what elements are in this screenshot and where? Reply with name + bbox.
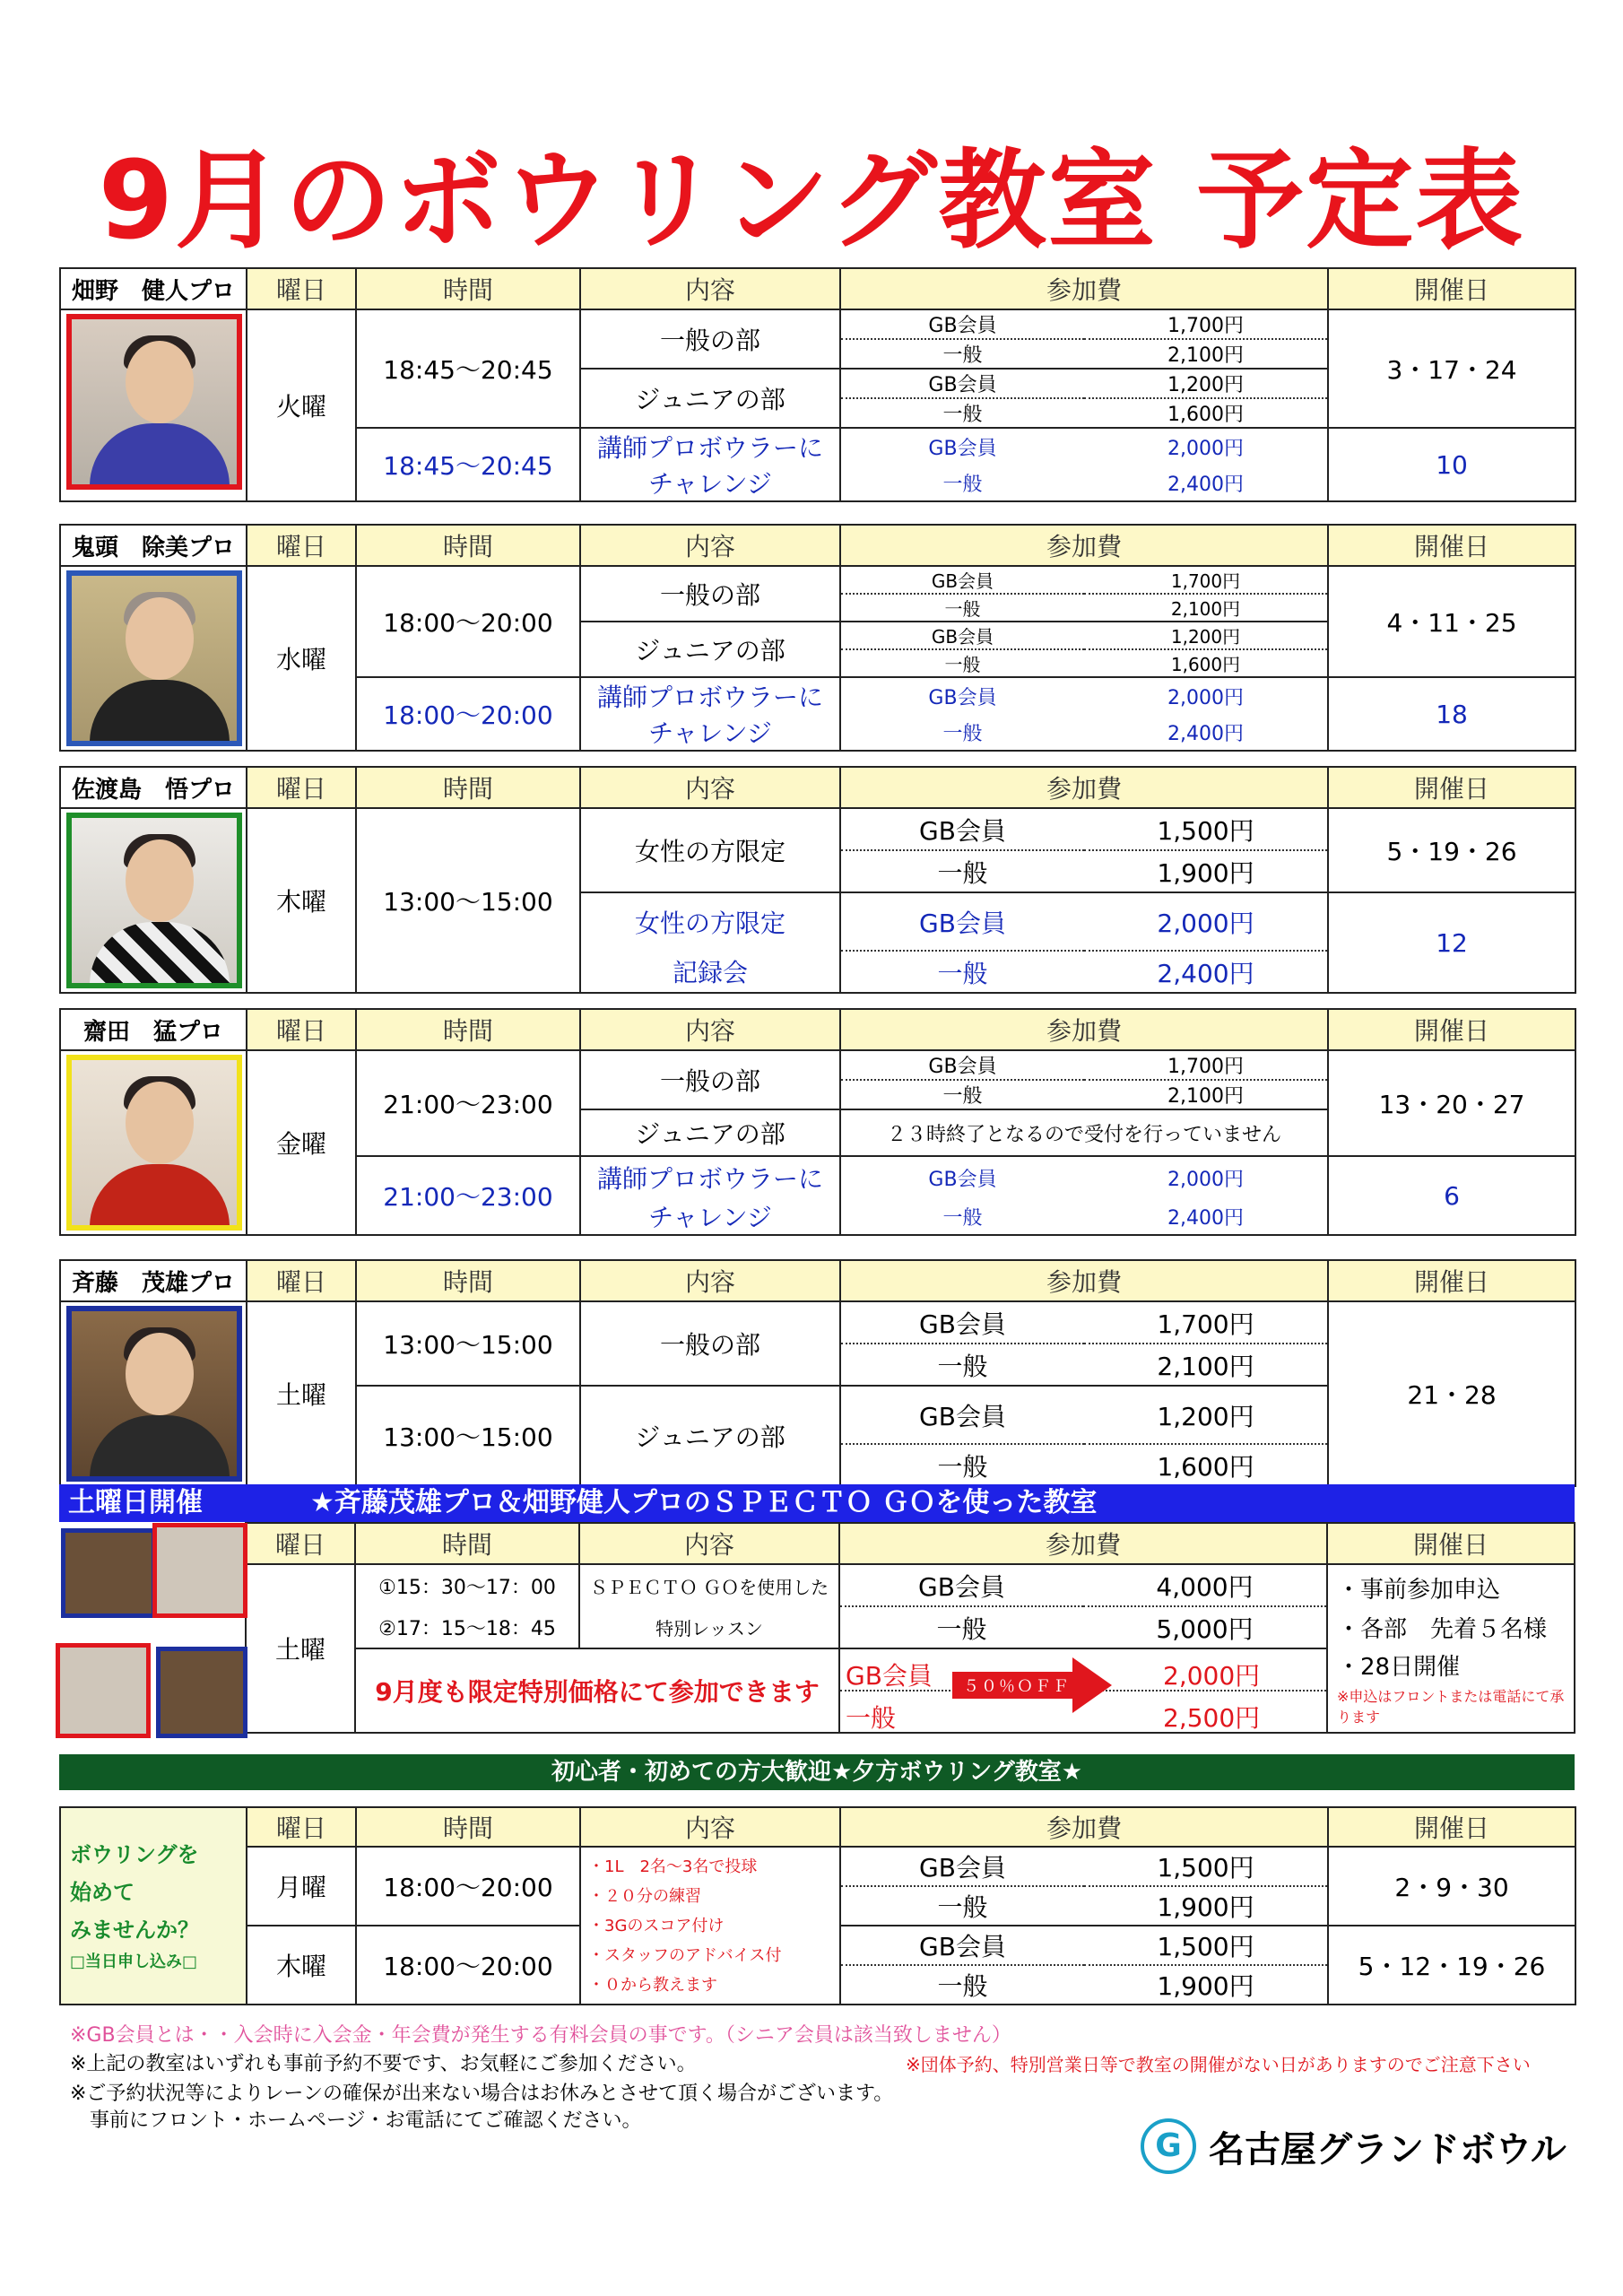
instructor-name: 斉藤 茂雄プロ xyxy=(60,1260,247,1301)
logo-icon: G xyxy=(1141,2118,1196,2174)
brand-logo xyxy=(1141,2118,1567,2174)
header-time: 時間 xyxy=(356,767,580,808)
header-fee: 参加費 xyxy=(840,767,1328,808)
header-dates: 開催日 xyxy=(1328,1260,1575,1301)
logo-name: 名古屋グランドボウル xyxy=(1209,2128,1567,2170)
note-group-warning: ※団体予約、特別営業日等で教室の開催がない日がありますのでご注意下さい xyxy=(906,2054,1531,2075)
fee-label: 一般 xyxy=(840,1444,1084,1486)
fee-label: 一般 xyxy=(840,714,1084,751)
fee-value: 2,400円 xyxy=(1084,1198,1328,1235)
schedule-table-beginner xyxy=(59,1806,1576,2005)
day-cell: 土曜 xyxy=(247,1301,356,1486)
time-cell: ①15：30～17：00 xyxy=(355,1564,579,1606)
fee-value: 1,500円 xyxy=(1084,1926,1328,1965)
time-cell-challenge: 21:00～23:00 xyxy=(356,1156,580,1235)
fee-label: 一般 xyxy=(840,1965,1084,2005)
fee-label: 一般 xyxy=(840,850,1084,892)
schedule-table-sadoshima xyxy=(59,766,1576,994)
day-cell: 火曜 xyxy=(247,309,356,501)
day-cell: 金曜 xyxy=(247,1050,356,1235)
time-cell: ②17：15～18：45 xyxy=(355,1606,579,1648)
day-cell: 土曜 xyxy=(246,1564,355,1733)
course-challenge: チャレンジ xyxy=(580,465,840,501)
instructor-photo xyxy=(60,808,247,993)
course-specto: ＳＰＥＣＴＯ ＧＯを使用した xyxy=(579,1564,839,1606)
fee-label: GB会員 xyxy=(839,1564,1083,1606)
header-time: 時間 xyxy=(356,1009,580,1050)
junior-closed-note: ２３時終了となるので受付を行っていません xyxy=(840,1109,1328,1156)
beginner-content xyxy=(580,1847,840,2005)
header-dates: 開催日 xyxy=(1328,1009,1575,1050)
schedule-table-kito xyxy=(59,524,1576,752)
fee-value: 2,000円 xyxy=(1084,1156,1328,1198)
course-general: 一般の部 xyxy=(580,566,840,622)
time-cell: 21:00～23:00 xyxy=(356,1050,580,1156)
course-women-record: 記録会 xyxy=(580,951,840,993)
beginner-side xyxy=(60,1807,247,2005)
fee-label: GB会員 xyxy=(840,1847,1084,1886)
dates-cell: 21・28 xyxy=(1328,1301,1575,1486)
fee-label: GB会員 xyxy=(840,1156,1084,1198)
info-line: ・各部 先着５名様 xyxy=(1337,1616,1548,1643)
fee-label: GB会員 xyxy=(840,428,1084,465)
header-day: 曜日 xyxy=(247,268,356,309)
dates-cell-challenge: 10 xyxy=(1328,428,1575,501)
fee-value: 1,600円 xyxy=(1084,1444,1328,1486)
course-specto: 特別レッスン xyxy=(579,1606,839,1648)
dates-cell: 3・17・24 xyxy=(1328,309,1575,428)
fee-value: 1,900円 xyxy=(1084,1965,1328,2005)
fee-label: 一般 xyxy=(840,1198,1084,1235)
day-cell: 月曜 xyxy=(247,1847,356,1926)
info-note: ※申込はフロントまたは電話にて承ります xyxy=(1337,1688,1565,1726)
dates-cell: 5・19・26 xyxy=(1328,808,1575,892)
fee-value: 1,700円 xyxy=(1084,566,1328,594)
fee-value: 2,100円 xyxy=(1084,1080,1328,1109)
header-day: 曜日 xyxy=(247,1260,356,1301)
course-challenge: 講師プロボウラーに xyxy=(580,1156,840,1198)
schedule-table-saita xyxy=(59,1008,1576,1236)
fee-label: 一般 xyxy=(840,1886,1084,1926)
course-challenge: チャレンジ xyxy=(580,1198,840,1235)
fee-value: 2,500円 xyxy=(1163,1703,1261,1733)
instructor-name: 鬼頭 除美プロ xyxy=(60,525,247,566)
content-line: ・０から教えます xyxy=(588,1975,717,1995)
header-fee: 参加費 xyxy=(840,1009,1328,1050)
fee-label: 一般 xyxy=(846,1703,897,1733)
fee-label: GB会員 xyxy=(840,808,1084,850)
course-junior: ジュニアの部 xyxy=(580,1109,840,1156)
header-time: 時間 xyxy=(356,1260,580,1301)
time-cell: 18:00～20:00 xyxy=(356,1926,580,2005)
fee-value: 1,500円 xyxy=(1084,1847,1328,1886)
fee-label: GB会員 xyxy=(840,622,1084,649)
fee-label: 一般 xyxy=(840,951,1084,993)
fee-label: GB会員 xyxy=(840,677,1084,714)
course-junior: ジュニアの部 xyxy=(580,369,840,428)
content-line: ・3Gのスコア付け xyxy=(588,1916,725,1935)
instructor-photo xyxy=(60,1301,247,1486)
fee-value: 2,400円 xyxy=(1084,465,1328,501)
fee-value: 2,100円 xyxy=(1084,594,1328,622)
day-cell: 水曜 xyxy=(247,566,356,751)
dates-cell: 5・12・19・26 xyxy=(1328,1926,1575,2005)
header-dates: 開催日 xyxy=(1328,525,1575,566)
instructor-photos xyxy=(59,1523,246,1733)
instructor-photo xyxy=(60,1050,247,1235)
header-content: 内容 xyxy=(580,767,840,808)
day-cell: 木曜 xyxy=(247,1926,356,2005)
fee-label: GB会員 xyxy=(846,1661,933,1691)
header-fee: 参加費 xyxy=(840,1807,1328,1847)
course-challenge: 講師プロボウラーに xyxy=(580,428,840,465)
course-challenge: チャレンジ xyxy=(580,714,840,751)
schedule-table-saito xyxy=(59,1259,1576,1487)
dates-cell-record: 12 xyxy=(1328,892,1575,993)
day-cell: 木曜 xyxy=(247,808,356,993)
header-day: 曜日 xyxy=(247,1009,356,1050)
fee-value: 1,900円 xyxy=(1084,1886,1328,1926)
content-line: ・1L 2名～3名で投球 xyxy=(588,1857,758,1876)
instructor-photo xyxy=(60,566,247,751)
fee-value: 1,700円 xyxy=(1084,1050,1328,1080)
fee-value: 2,100円 xyxy=(1084,1344,1328,1386)
fee-label: 一般 xyxy=(840,594,1084,622)
fee-value: 2,400円 xyxy=(1084,714,1328,751)
header-day: 曜日 xyxy=(246,1523,355,1564)
time-cell: 13:00～15:00 xyxy=(356,1386,580,1486)
fee-value: 1,200円 xyxy=(1084,622,1328,649)
dates-cell-challenge: 18 xyxy=(1328,677,1575,751)
fee-label: GB会員 xyxy=(840,566,1084,594)
header-dates: 開催日 xyxy=(1328,1807,1575,1847)
fee-label: 一般 xyxy=(840,1080,1084,1109)
header-day: 曜日 xyxy=(247,525,356,566)
fee-value: 4,000円 xyxy=(1083,1564,1327,1606)
fee-label: GB会員 xyxy=(840,1926,1084,1965)
time-cell: 18:00～20:00 xyxy=(356,1847,580,1926)
specto-info xyxy=(1327,1564,1575,1733)
course-women-record: 女性の方限定 xyxy=(580,892,840,951)
time-cell: 18:00～20:00 xyxy=(356,566,580,677)
side-line: みませんか？ xyxy=(70,1918,199,1943)
fee-value: 1,200円 xyxy=(1084,1386,1328,1444)
instructor-name: 畑野 健人プロ xyxy=(60,268,247,309)
fee-label: GB会員 xyxy=(840,309,1084,339)
fee-value: 1,200円 xyxy=(1084,369,1328,398)
header-content: 内容 xyxy=(580,1260,840,1301)
dates-cell: 13・20・27 xyxy=(1328,1050,1575,1156)
fee-value: 1,500円 xyxy=(1084,808,1328,850)
time-cell-challenge: 18:45～20:45 xyxy=(356,428,580,501)
fee-label: 一般 xyxy=(840,649,1084,677)
header-dates: 開催日 xyxy=(1328,767,1575,808)
side-line: □当日申し込み□ xyxy=(70,1952,198,1971)
fee-label: 一般 xyxy=(840,339,1084,369)
note-lane-availability: ※ご予約状況等によりレーンの確保が出来ない場合はお休みとさせて頂く場合がございます。 xyxy=(70,2083,894,2105)
header-content: 内容 xyxy=(580,525,840,566)
fee-label: 一般 xyxy=(840,398,1084,428)
header-time: 時間 xyxy=(355,1523,579,1564)
header-day: 曜日 xyxy=(247,767,356,808)
fee-value: 2,000円 xyxy=(1084,428,1328,465)
note-gb-member: ※GB会員とは・・入会時に入会金・年会費が発生する有料会員の事です。（シニア会員は該当致しません） xyxy=(70,2024,1011,2047)
side-line: ボウリングを xyxy=(70,1842,199,1867)
fee-label: GB会員 xyxy=(840,1301,1084,1344)
fee-value: 2,000円 xyxy=(1084,892,1328,951)
header-fee: 参加費 xyxy=(840,1260,1328,1301)
header-content: 内容 xyxy=(580,268,840,309)
time-cell: 13:00～15:00 xyxy=(356,808,580,993)
time-cell-challenge: 18:00～20:00 xyxy=(356,677,580,751)
schedule-table-specto xyxy=(59,1522,1575,1734)
header-day: 曜日 xyxy=(247,1807,356,1847)
note-no-reservation: ※上記の教室はいずれも事前予約不要です、お気軽にご参加ください。 xyxy=(70,2053,697,2075)
fee-value: 1,600円 xyxy=(1084,398,1328,428)
banner-left: 土曜日開催 xyxy=(68,1487,203,1518)
content-line: ・スタッフのアドバイス付 xyxy=(588,1945,782,1965)
header-content: 内容 xyxy=(580,1807,840,1847)
page-title: 9月のボウリング教室 予定表 xyxy=(98,139,1525,264)
specto-banner xyxy=(59,1484,1575,1522)
instructor-name: 齋田 猛プロ xyxy=(60,1009,247,1050)
course-women: 女性の方限定 xyxy=(580,808,840,892)
fee-label: 一般 xyxy=(839,1606,1083,1648)
fee-value: 1,700円 xyxy=(1084,1301,1328,1344)
course-general: 一般の部 xyxy=(580,1050,840,1109)
fee-value: 1,900円 xyxy=(1084,850,1328,892)
fee-value: 2,000円 xyxy=(1163,1661,1261,1691)
time-cell: 18:45～20:45 xyxy=(356,309,580,428)
content-line: ・２０分の練習 xyxy=(588,1886,701,1906)
course-challenge: 講師プロボウラーに xyxy=(580,677,840,714)
side-line: 始めて xyxy=(70,1880,135,1905)
header-content: 内容 xyxy=(580,1009,840,1050)
course-junior: ジュニアの部 xyxy=(580,1386,840,1486)
header-fee: 参加費 xyxy=(840,268,1328,309)
course-junior: ジュニアの部 xyxy=(580,622,840,677)
fee-value: 2,400円 xyxy=(1084,951,1328,993)
dates-cell: 4・11・25 xyxy=(1328,566,1575,677)
discount-label: ５０％ＯＦＦ xyxy=(963,1677,1071,1696)
fee-value: 2,100円 xyxy=(1084,339,1328,369)
discount-arrow xyxy=(952,1657,1112,1713)
info-line: ・28日開催 xyxy=(1337,1654,1461,1681)
fee-label: GB会員 xyxy=(840,1386,1084,1444)
fee-label: GB会員 xyxy=(840,1050,1084,1080)
fee-value: 5,000円 xyxy=(1083,1606,1327,1648)
header-content: 内容 xyxy=(579,1523,839,1564)
fee-value: 1,700円 xyxy=(1084,309,1328,339)
fee-value: 1,600円 xyxy=(1084,649,1328,677)
beginner-banner: 初心者・初めての方大歓迎★夕方ボウリング教室★ xyxy=(59,1754,1575,1790)
fee-label: GB会員 xyxy=(840,892,1084,951)
special-price-note: 9月度も限定特別価格にて参加できます xyxy=(355,1648,839,1733)
fee-label: GB会員 xyxy=(840,369,1084,398)
header-fee: 参加費 xyxy=(840,525,1328,566)
header-time: 時間 xyxy=(356,525,580,566)
fee-label: 一般 xyxy=(840,465,1084,501)
instructor-photo xyxy=(60,309,247,501)
dates-cell-challenge: 6 xyxy=(1328,1156,1575,1235)
note-confirm: 事前にフロント・ホームページ・お電話にてご確認ください。 xyxy=(90,2109,642,2132)
course-general: 一般の部 xyxy=(580,309,840,369)
fee-value: 2,000円 xyxy=(1084,677,1328,714)
course-general: 一般の部 xyxy=(580,1301,840,1386)
header-dates: 開催日 xyxy=(1328,268,1575,309)
schedule-table-hatano xyxy=(59,267,1576,502)
info-line: ・事前参加申込 xyxy=(1337,1577,1501,1604)
banner-right: ★斉藤茂雄プロ＆畑野健人プロのＳＰＥＣＴＯ ＧＯを使った教室 xyxy=(310,1487,1098,1518)
header-time: 時間 xyxy=(356,1807,580,1847)
header-dates: 開催日 xyxy=(1327,1523,1575,1564)
instructor-name: 佐渡島 悟プロ xyxy=(60,767,247,808)
time-cell: 13:00～15:00 xyxy=(356,1301,580,1386)
header-fee: 参加費 xyxy=(839,1523,1327,1564)
dates-cell: 2・9・30 xyxy=(1328,1847,1575,1926)
fee-label: 一般 xyxy=(840,1344,1084,1386)
header-time: 時間 xyxy=(356,268,580,309)
